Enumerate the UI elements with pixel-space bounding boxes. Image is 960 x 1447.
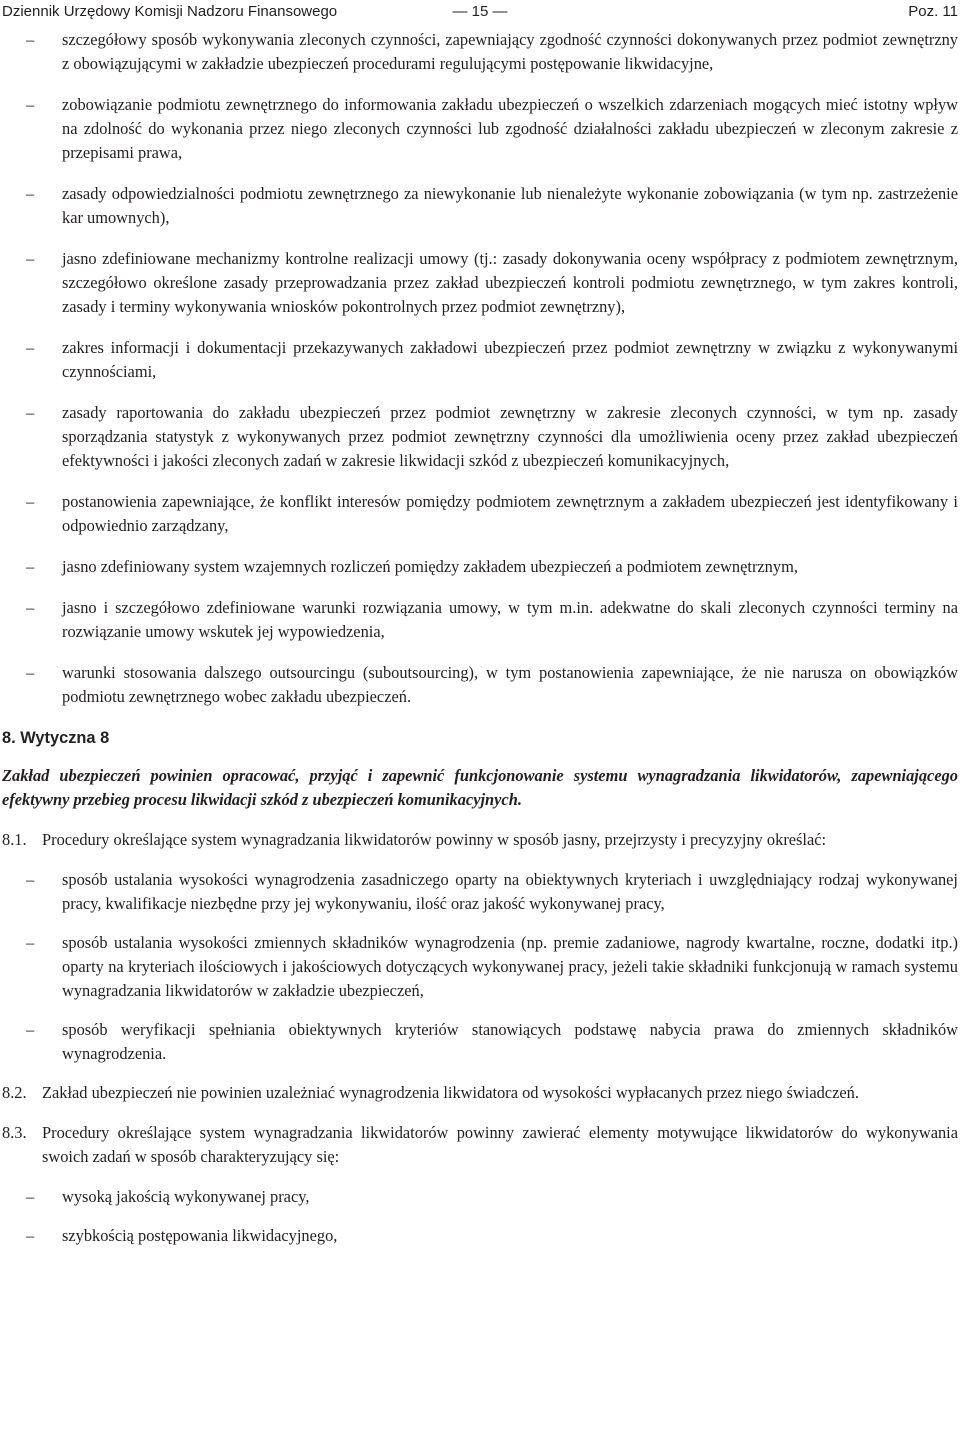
list-item: – zobowiązanie podmiotu zewnętrznego do informowania zakładu ubezpieczeń o wszelkich zdarzeniach mogących mieć istotny wpływ na zdolność do wykonania przez niego zleconych czynności lub zgodność działalności zakładu ubezpieczeń w zleconym zakresie z przepisami prawa, bbox=[0, 93, 960, 165]
paragraph-number: 8.2. bbox=[2, 1083, 27, 1102]
list-item: – jasno i szczegółowo zdefiniowane warunki rozwiązania umowy, w tym m.in. adekwatne do skali zleconych czynności terminy na rozwiązanie umowy wskutek jej wypowiedzenia, bbox=[0, 596, 960, 644]
list-item: – jasno zdefiniowany system wzajemnych rozliczeń pomiędzy zakładem ubezpieczeń a podmiotem zewnętrznym, bbox=[0, 555, 960, 579]
list-item: – wysoką jakością wykonywanej pracy, bbox=[0, 1185, 960, 1209]
section-heading: 8. Wytyczna 8 bbox=[2, 729, 110, 747]
paragraph-8-2 bbox=[0, 1081, 958, 1105]
list-item: – szczegółowy sposób wykonywania zleconych czynności, zapewniający zgodność czynności dokonywanych przez podmiot zewnętrzny z obowiązującymi w zakładzie ubezpieczeń procedurami regulującymi postępowanie likwidacyjne, bbox=[0, 28, 960, 76]
list-item: – zasady odpowiedzialności podmiotu zewnętrznego za niewykonanie lub nienależyte wykonanie zobowiązania (w tym np. zastrzeżenie kar umownych), bbox=[0, 182, 960, 230]
motivation-list bbox=[0, 1185, 960, 1248]
paragraph-number: 8.3. bbox=[2, 1123, 27, 1142]
list-item: – zasady raportowania do zakładu ubezpieczeń przez podmiot zewnętrzny w zakresie zleconych czynności, w tym np. zasady sporządzania statystyk z wykonywanych przez podmiot zewnętrzny czynności dla umożliwienia oceny przez zakład ubezpieczeń efektywności i jakości zleconych zadań w zakresie likwidacji szkód z ubezpieczeń komunikacyjnych, bbox=[0, 401, 960, 473]
page-number: — 15 — bbox=[452, 3, 508, 20]
position-number: Poz. 11 bbox=[908, 3, 958, 20]
paragraph-number: 8.1. bbox=[2, 830, 27, 849]
contract-terms-list bbox=[0, 28, 960, 709]
list-item: – postanowienia zapewniające, że konflikt interesów pomiędzy podmiotem zewnętrznym a zakładem ubezpieczeń jest identyfikowany i odpowiednio zarządzany, bbox=[0, 490, 960, 538]
paragraph-text: Procedury określające system wynagradzania likwidatorów powinny w sposób jasny, przejrzysty i precyzyjny określać: bbox=[42, 830, 827, 849]
paragraph-8-1 bbox=[0, 828, 958, 852]
paragraph-8-3 bbox=[0, 1121, 958, 1169]
list-item: – szybkością postępowania likwidacyjnego, bbox=[0, 1224, 960, 1248]
list-item: – sposób ustalania wysokości zmiennych składników wynagrodzenia (np. premie zadaniowe, nagrody kwartalne, roczne, dodatki itp.) oparty na kryteriach ilościowych i jakościowych dotyczących wykonywanej pracy, jeżeli takie składniki funkcjonują w ramach systemu wynagradzania likwidatorów w zakładzie ubezpieczeń, bbox=[0, 931, 960, 1003]
list-item: – warunki stosowania dalszego outsourcingu (suboutsourcing), w tym postanowienia zapewniające, że nie narusza on obowiązków podmiotu zewnętrznego wobec zakładu ubezpieczeń. bbox=[0, 661, 960, 709]
list-item: – jasno zdefiniowane mechanizmy kontrolne realizacji umowy (tj.: zasady dokonywania oceny współpracy z podmiotem zewnętrznym, szczegółowo określone zasady przeprowadzania przez zakład ubezpieczeń kontroli podmiotu zewnętrznego, w tym zakres kontroli, zasady i terminy wykonywania wniosków pokontrolnych przez podmiot zewnętrzny), bbox=[0, 247, 960, 319]
page-header bbox=[0, 0, 960, 24]
list-item: – zakres informacji i dokumentacji przekazywanych zakładowi ubezpieczeń przez podmiot zewnętrzny w związku z wykonywanymi czynnościami, bbox=[0, 336, 960, 384]
guideline-lead: Zakład ubezpieczeń powinien opracować, przyjąć i zapewnić funkcjonowanie systemu wynagradzania likwidatorów, zapewniającego efektywny przebieg procesu likwidacji szkód z ubezpieczeń komunikacyjnych. bbox=[2, 766, 958, 809]
document-body bbox=[0, 28, 960, 1263]
journal-title: Dziennik Urzędowy Komisji Nadzoru Finansowego bbox=[2, 3, 338, 20]
list-item: – sposób ustalania wysokości wynagrodzenia zasadniczego oparty na obiektywnych kryteriach i uwzględniający rodzaj wykonywanej pracy, kwalifikacje niezbędne przy jej wykonywaniu, ilość oraz jakość wykonywanej pracy, bbox=[0, 868, 960, 916]
remuneration-list bbox=[0, 868, 960, 1066]
paragraph-text: Procedury określające system wynagradzania likwidatorów powinny zawierać elementy motywujące likwidatorów do wykonywania swoich zadań w sposób charakteryzujący się: bbox=[42, 1123, 958, 1166]
paragraph-text: Zakład ubezpieczeń nie powinien uzależniać wynagrodzenia likwidatora od wysokości wypłacanych przez niego świadczeń. bbox=[42, 1083, 859, 1102]
list-item: – sposób weryfikacji spełniania obiektywnych kryteriów stanowiących podstawę nabycia prawa do zmiennych składników wynagrodzenia. bbox=[0, 1018, 960, 1066]
